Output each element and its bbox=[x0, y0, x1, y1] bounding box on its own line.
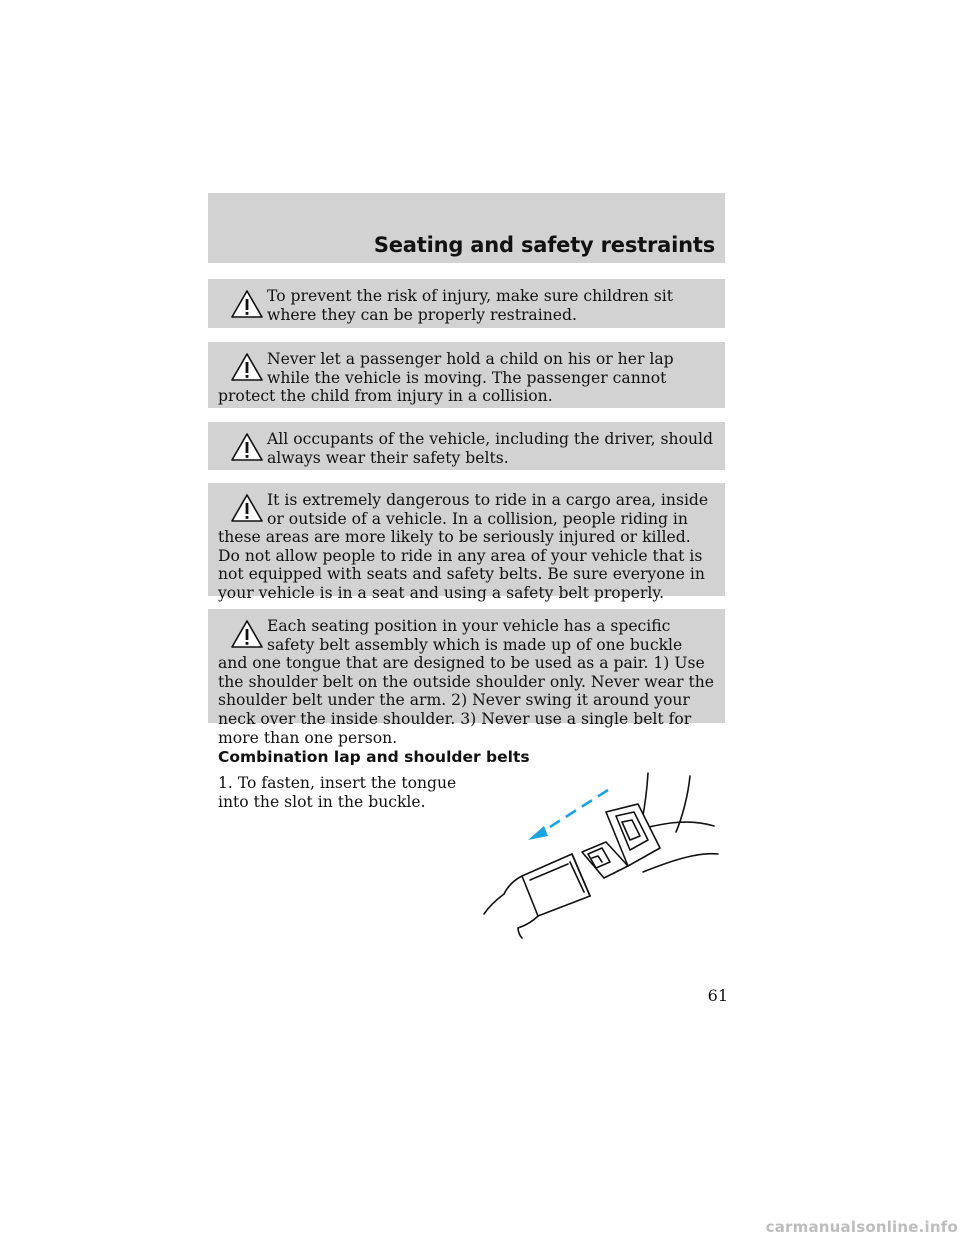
warning-box-4 bbox=[208, 483, 725, 602]
warning-box-2 bbox=[208, 342, 725, 408]
warning-box-1 bbox=[208, 279, 725, 328]
section-heading: Combination lap and shoulder belts bbox=[218, 748, 530, 766]
warning-box-3 bbox=[208, 422, 725, 470]
page-title: Seating and safety restraints bbox=[373, 233, 715, 257]
warning-box-5 bbox=[208, 609, 725, 747]
warning-text: It is extremely dangerous to ride in a cargo area, inside or outside of a vehicle. In a collision, people riding in these areas are more likely to be seriously injured or killed. Do not allow people to ride in any area of your vehicle that is not equipped with seats and safety belts. Be sure everyone in your vehicle is in a seat and using a safety belt properly. bbox=[218, 491, 709, 602]
page-number: 61 bbox=[707, 986, 728, 1005]
warning-text: Each seating position in your vehicle has a specific safety belt assembly which is made up of one buckle and one tongue that are designed to be used as a pair. 1) Use the shoulder belt on the outside shoulder only. Never wear the shoulder belt under the arm. 2) Never swing it around your neck over the inside shoulder. 3) Never use a single belt for more than one person. bbox=[218, 617, 715, 747]
warning-text: All occupants of the vehicle, including the driver, should always wear their safety belts. bbox=[267, 430, 713, 467]
section-header-band bbox=[208, 193, 725, 263]
step-1-text: 1. To fasten, insert the tongue into the slot in the buckle. bbox=[218, 774, 457, 811]
warning-text: To prevent the risk of injury, make sure children sit where they can be properly restrained. bbox=[267, 287, 674, 324]
watermark-text: carmanualsonline.info bbox=[765, 1218, 958, 1236]
insert-direction-arrow-icon bbox=[528, 790, 608, 840]
warning-text: Never let a passenger hold a child on his or her lap while the vehicle is moving. The passenger cannot protect the child from injury in a collision. bbox=[218, 350, 674, 406]
belt-buckle-illustration bbox=[478, 768, 730, 940]
